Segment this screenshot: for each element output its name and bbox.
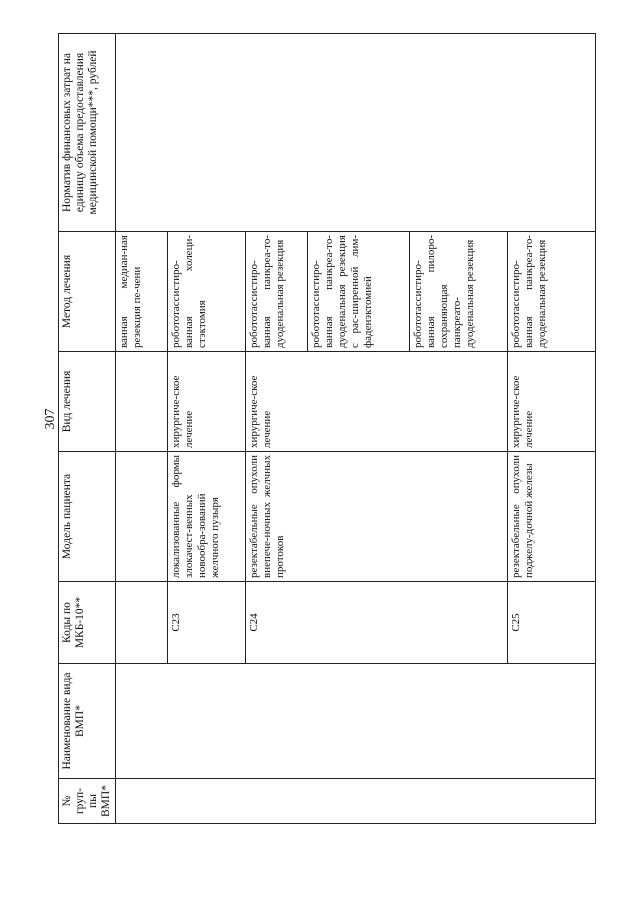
cell-method: робототассистиро-ванная панкреа-то-дуоденальная резекция [508, 232, 596, 352]
header-treatment-method: Метод лечения [59, 232, 116, 352]
cell-method: робототассистиро-ванная пилоро-сохраняющая панкреато-дуоденальная резекция [410, 232, 508, 352]
header-vmp-name: Наименование вида ВМП* [59, 664, 116, 779]
page-number: 307 [43, 408, 58, 430]
header-cost-norm: Норматив финансовых затрат на единицу объема предоставления медицинской помощи***, рублей [59, 34, 116, 232]
cell-type: хирургиче-ское лечение [246, 352, 508, 452]
header-group-no: № груп-пы ВМП* [59, 779, 116, 824]
cell-model: резектабельные опухоли внепече-ночных желчных протоков [246, 452, 508, 582]
cell-code: C25 [508, 582, 596, 664]
cell-method: ванная медиан-ная резекция пе-чени [116, 232, 168, 352]
header-row [59, 34, 116, 824]
cell-model: локализованные формы злокачест-венных новообра-зований желчного пузыря [168, 452, 246, 582]
cell-cost-norm [116, 34, 596, 232]
header-treatment-type: Вид лечения [59, 352, 116, 452]
cell-model [116, 452, 168, 582]
cell-method: робототассистиро-ванная панкреа-то-дуоденальная резекция [246, 232, 308, 352]
cell-code [116, 582, 168, 664]
header-mkb-codes: Коды по МКБ-10** [59, 582, 116, 664]
document-table-wrapper [58, 34, 584, 824]
vmp-table [58, 33, 596, 824]
cell-type: хирургиче-ское лечение [168, 352, 246, 452]
cell-type: хирургиче-ское лечение [508, 352, 596, 452]
header-patient-model: Модель пациента [59, 452, 116, 582]
cell-group-no [116, 779, 596, 824]
cell-method: робототассистиро-ванная панкреа-то-дуоденальная резекция с рас-ширенной лим-фаденэктомией [308, 232, 410, 352]
cell-method: робототассистиро-ванная холеци-стэктомия [168, 232, 246, 352]
cell-code: C24 [246, 582, 508, 664]
cell-vmp-name [116, 664, 596, 779]
cell-code: C23 [168, 582, 246, 664]
cell-model: резектабельные опухоли поджелу-дочной железы [508, 452, 596, 582]
cell-type [116, 352, 168, 452]
table-row [116, 34, 168, 824]
